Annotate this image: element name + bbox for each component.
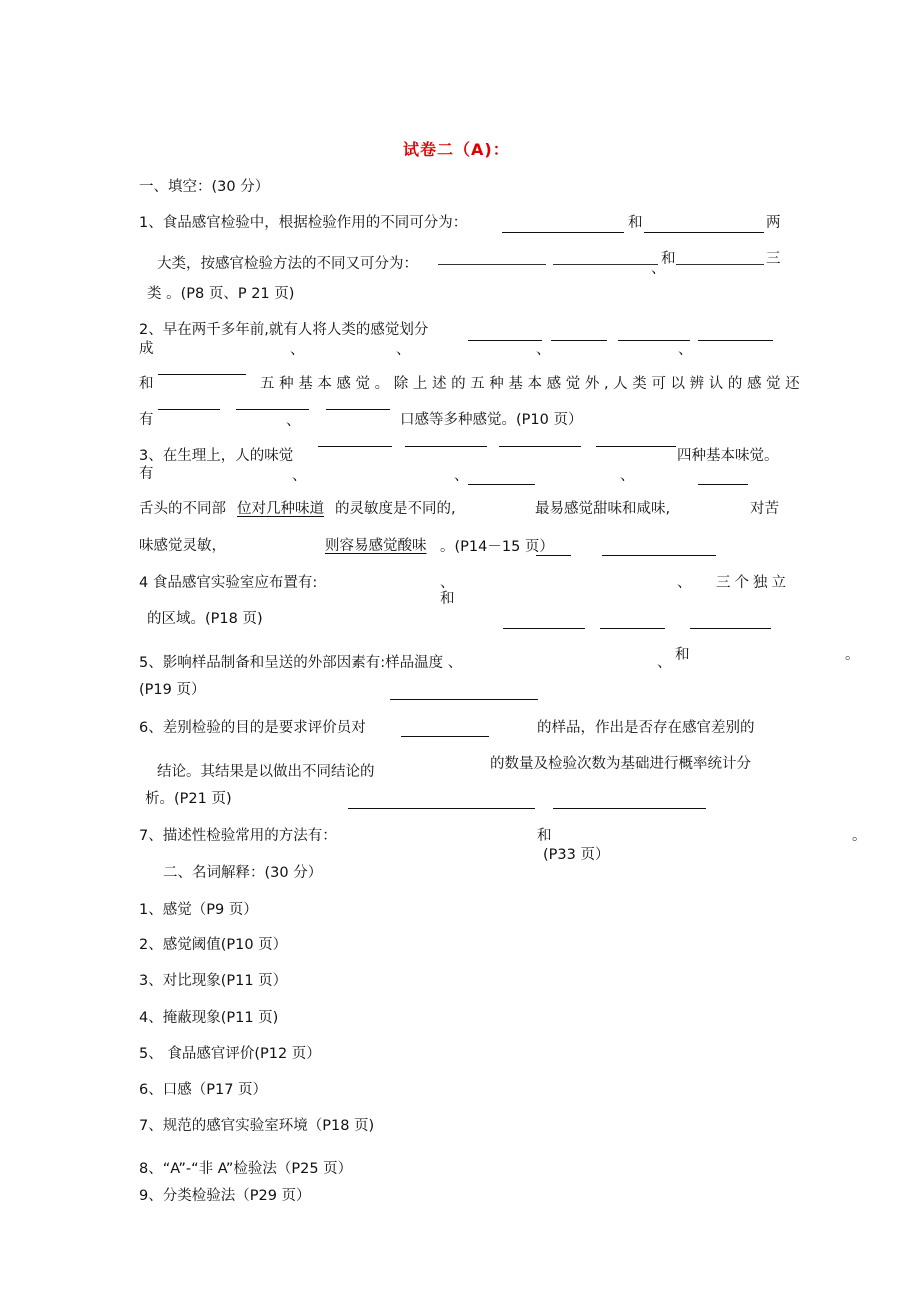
q2-you: 有 [139,412,154,428]
q3-text-2d: 最易感觉甜味和咸味, [535,501,671,517]
q4-comma-2: 、 [677,575,692,591]
q3-blank-5[interactable] [468,484,535,485]
term-item-8: 8、“A”-“非 A”检验法（P25 页） [139,1161,353,1177]
q2-blank-3[interactable] [618,340,690,341]
term-item-4: 4、掩蔽现象(P11 页) [139,1010,279,1026]
q5-and: 和 [675,647,690,663]
q6-blank-2[interactable] [348,808,535,809]
q3-text-2c: 的灵敏度是不同的, [335,501,456,517]
q3-blank-6[interactable] [698,484,748,485]
q3-blank-1[interactable] [318,446,392,447]
q3-blank-4[interactable] [596,446,676,447]
q3-you: 有 [139,466,154,482]
term-item-2: 2、感觉阈值(P10 页） [139,937,288,953]
q2-comma-2: 、 [396,342,411,358]
section-heading-definitions: 二、名词解释：(30 分） [163,865,323,881]
q1-blank-1[interactable] [502,232,624,233]
q2-blank-1[interactable] [468,340,542,341]
q2-comma-1: 、 [290,342,305,358]
q3-comma-2: 、 [454,468,469,484]
q2-text-2: 五 种 基 本 感 觉 。 除 上 述 的 五 种 基 本 感 觉 外 , 人 类 可 以 辨 认 的 感 觉 还 [260,376,800,392]
q3-blank-3[interactable] [499,446,581,447]
q1-blank-5[interactable] [676,264,764,265]
q5-page-ref: (P19 页） [139,682,206,698]
q3-text-2a: 舌头的不同部 [139,501,226,517]
section-heading-fill-in: 一、填空：(30 分） [139,179,270,195]
q1-text-2: 大类，按感官检验方法的不同又可分为： [157,256,418,272]
term-item-7: 7、规范的感官实验室环境（P18 页) [139,1118,375,1134]
q7-period: 。 [852,828,867,844]
q1-blank-4[interactable] [553,264,658,265]
q2-cheng: 成 [139,341,154,357]
q4-three-areas: 三个独立 [716,575,790,591]
q6-text-2: 的样品，作出是否存在感官差别的 [537,720,755,736]
q3-blank-2[interactable] [405,446,487,447]
q4-blank-1[interactable] [503,628,585,629]
q7-and: 和 [537,828,552,844]
q6-page-ref: 析。(P21 页) [145,791,232,807]
q2-blank-5[interactable] [158,374,246,375]
q1-and-2: 和 [661,251,676,267]
term-item-6: 6、口感（P17 页） [139,1082,268,1098]
q2-blank-6[interactable] [158,409,220,410]
q3-four-tastes: 四种基本味觉。 [677,448,779,464]
q5-text: 5、影响样品制备和呈送的外部因素有:样品温度 、 [139,655,463,671]
q1-three: 三 [766,251,781,267]
q1-two: 两 [766,215,781,231]
q1-comma: 、 [651,261,666,277]
q5-period: 。 [845,647,860,663]
q1-blank-3[interactable] [438,264,546,265]
term-item-9: 9、分类检验法（P29 页） [139,1188,311,1204]
q4-text: 4 食品感官实验室应布置有: [139,575,318,591]
q1-text: 1、食品感官检验中，根据检验作用的不同可分为： [139,215,468,231]
q2-comma-5: 、 [286,413,301,429]
q4-and: 和 [440,591,455,607]
page-title: 试卷二（A)： [403,140,510,159]
term-item-1: 1、感觉（P9 页） [139,902,258,918]
q2-blank-8[interactable] [326,409,390,410]
q2-blank-4[interactable] [698,340,773,341]
q3-text-3b: 则容易感觉酸味 [325,538,427,554]
q3-page-ref: 。(P14－15 页） [440,539,554,555]
q7-page-ref: (P33 页） [543,847,610,863]
q2-text-3: 口感等多种感觉。(P10 页） [400,412,583,428]
term-item-3: 3、对比现象(P11 页） [139,973,288,989]
q2-comma-4: 、 [678,342,693,358]
q2-and: 和 [139,376,154,392]
q5-comma: 、 [657,655,672,671]
term-item-5: 5、 食品感官评价(P12 页） [139,1046,321,1062]
q6-text-4: 的数量及检验次数为基础进行概率统计分 [490,756,751,772]
q1-and: 和 [628,215,643,231]
q6-blank-3[interactable] [553,808,706,809]
q4-comma-1: 、 [440,575,455,591]
q4-page-ref: 的区域。(P18 页) [147,611,263,627]
q3-text-2b: 位对几种味道 [237,501,324,517]
q3-blank-8[interactable] [602,555,716,556]
q1-page-ref: 类 。(P8 页、P 21 页) [147,286,295,302]
q3-text-2e: 对苦 [750,501,779,517]
q6-text: 6、差别检验的目的是要求评价员对 [139,720,366,736]
q2-comma-3: 、 [536,342,551,358]
q3-text-3a: 味感觉灵敏， [139,538,226,554]
q3-comma-1: 、 [292,468,307,484]
q1-blank-2[interactable] [644,232,764,233]
q4-blank-3[interactable] [690,628,771,629]
q6-blank-1[interactable] [401,736,489,737]
q3-text: 3、在生理上，人的味觉 [139,448,294,464]
q2-blank-2[interactable] [551,340,607,341]
q4-blank-2[interactable] [600,628,665,629]
q5-blank-1[interactable] [390,699,538,700]
q3-comma-3: 、 [620,468,635,484]
q7-text: 7、描述性检验常用的方法有： [139,828,337,844]
q6-text-3: 结论。其结果是以做出不同结论的 [157,764,375,780]
q2-text: 2、早在两千多年前,就有人将人类的感觉划分 [139,322,429,338]
q2-blank-7[interactable] [236,409,309,410]
q3-blank-7[interactable] [536,555,571,556]
